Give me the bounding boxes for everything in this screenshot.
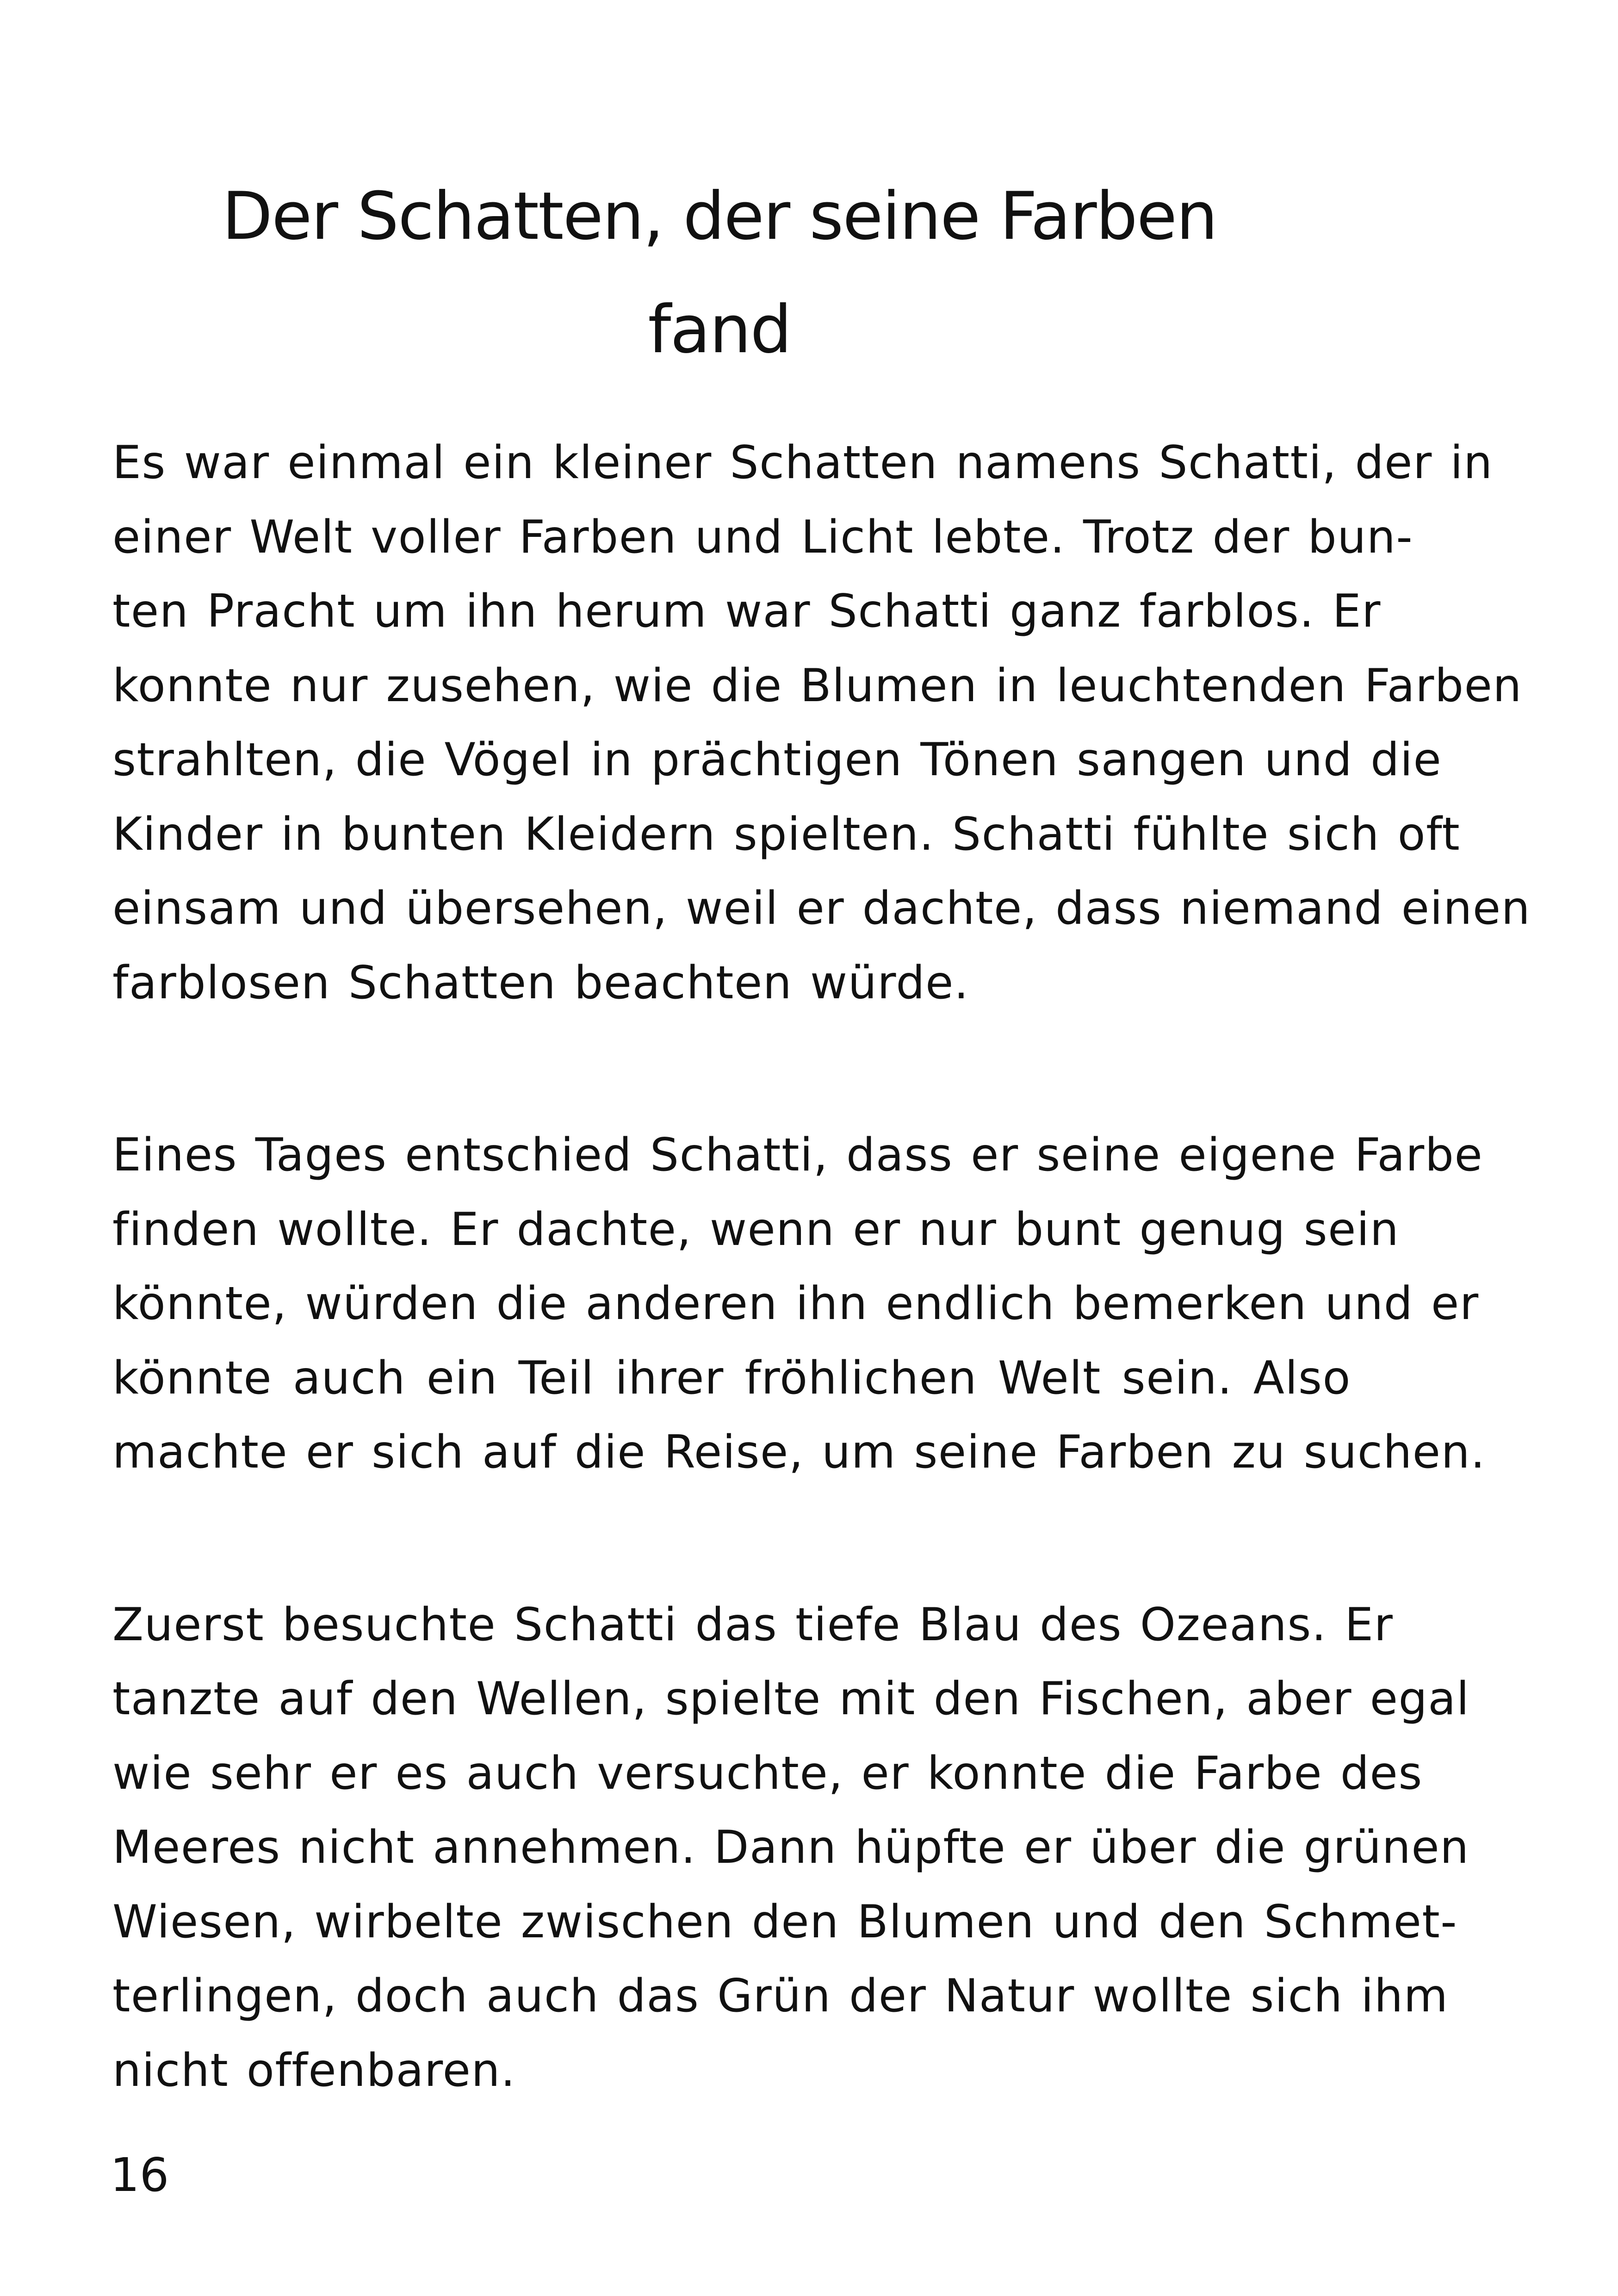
paragraph-3 [112,1588,1470,2108]
text-line: machte er sich auf die Reise, um seine Farben zu suchen. [112,1426,1486,1479]
text-line: einsam und übersehen, weil er dachte, dass niemand einen [112,882,1531,935]
text-line: Meeres nicht annehmen. Dann hüpfte er über die grünen [112,1821,1469,1874]
text-line: könnte auch ein Teil ihrer fröhlichen Welt sein. Also [112,1351,1351,1405]
title-line: Der Schatten, der seine Farben [222,178,1217,255]
text-line: farblosen Schatten beachten würde. [112,956,969,1009]
paragraph-1 [112,426,1531,1020]
text-line: könnte, würden die anderen ihn endlich bemerken und er [112,1277,1479,1330]
text-line: Kinder in bunten Kleidern spielten. Schatti fühlte sich oft [112,808,1461,861]
text-line: tanzte auf den Wellen, spielte mit den Fischen, aber egal [112,1673,1470,1725]
text-line: Zuerst besuchte Schatti das tiefe Blau des Ozeans. Er [112,1598,1394,1651]
text-line: strahlten, die Vögel in prächtigen Tönen sangen und die [112,734,1442,786]
text-line: einer Welt voller Farben und Licht lebte. Trotz der bun- [112,510,1413,564]
text-line: terlingen, doch auch das Grün der Natur wollte sich ihm [112,1970,1449,2022]
text-line: Wiesen, wirbelte zwischen den Blumen und den Schmet- [112,1895,1458,1948]
text-line: wie sehr er es auch versuchte, er konnte die Farbe des [112,1747,1423,1800]
text-line: Eines Tages entschied Schatti, dass er seine eigene Farbe [112,1129,1483,1182]
title-line: fand [648,292,791,368]
page-number: 16 [110,2148,169,2202]
text-line: Es war einmal ein kleiner Schatten namens Schatti, der in [112,436,1493,489]
paragraph-2 [112,1118,1486,1490]
text-line: ten Pracht um ihn herum war Schatti ganz farblos. Er [112,585,1381,638]
text-line: konnte nur zusehen, wie die Blumen in leuchtenden Farben [112,659,1523,712]
text-line: finden wollte. Er dachte, wenn er nur bunt genug sein [112,1203,1400,1256]
story-body [112,426,1531,2206]
text-line: nicht offenbaren. [112,2044,516,2097]
story-title [176,160,1263,386]
